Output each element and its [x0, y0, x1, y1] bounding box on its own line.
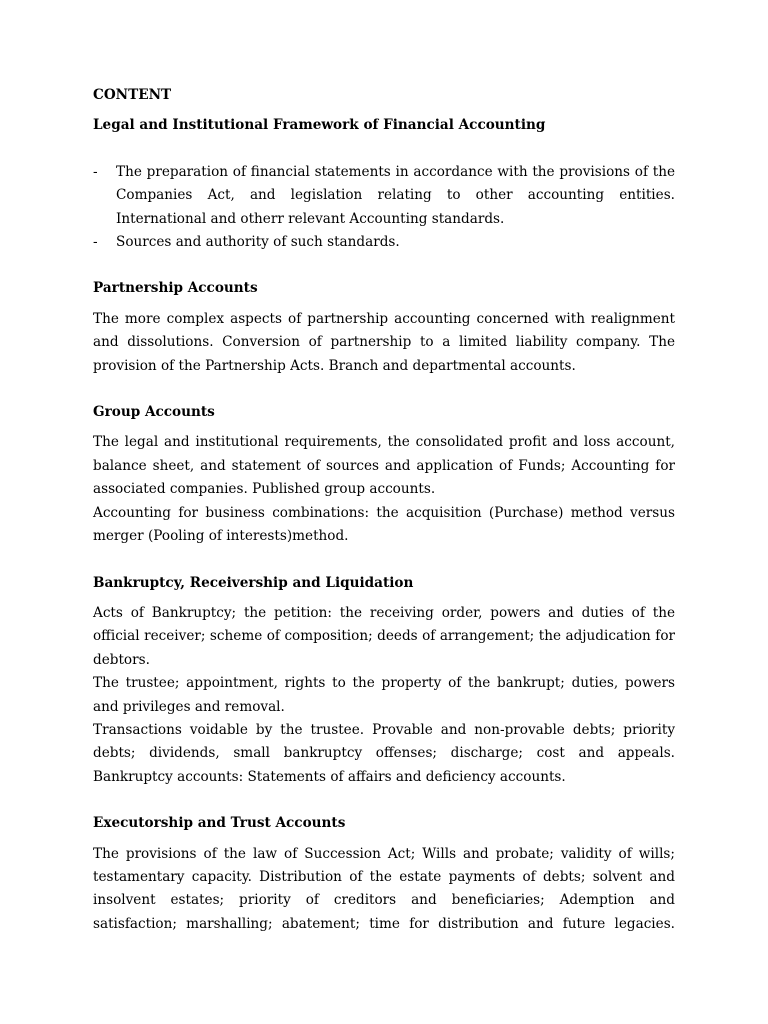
section-bankruptcy [93, 572, 675, 790]
section-paragraph: Transactions voidable by the trustee. Provable and non-provable debts; priority debts; dividends, small bankruptcy offenses; discharge; cost and appeals. Bankruptcy accounts: Statements of affairs and deficiency accounts. [93, 721, 675, 785]
section-paragraph: Accounting for business combinations: the acquisition (Purchase) method versus merger (Pooling of interests)method. [93, 504, 675, 545]
section-paragraph: Acts of Bankruptcy; the petition: the receiving order, powers and duties of the official receiver; scheme of composition; deeds of arrangement; the adjudication for debtors. [93, 604, 675, 668]
section-partnership-accounts [93, 277, 675, 378]
section-title: Group Accounts [93, 404, 215, 421]
framework-bullet-list [93, 161, 675, 255]
section-paragraph: The trustee; appointment, rights to the property of the bankrupt; duties, powers and privileges and removal. [93, 675, 675, 715]
section-group-accounts [93, 401, 675, 548]
bullet-dash: - [93, 234, 98, 251]
bullet-text: The preparation of financial statements in accordance with the provisions of the Companies Act, and legislation relating to other accounting entities. International and otherr relevant Accounting standards. [116, 163, 675, 227]
content-label: CONTENT [93, 87, 172, 103]
section-executorship-trust [93, 812, 675, 936]
list-item [93, 231, 675, 254]
bullet-text: Sources and authority of such standards. [116, 234, 400, 251]
section-paragraph: The legal and institutional requirements, the consolidated profit and loss account, balance sheet, and statement of sources and application of Funds; Accounting for associated companies. Published group accounts. [93, 434, 675, 498]
list-item [93, 161, 675, 231]
section-title: Bankruptcy, Receivership and Liquidation [93, 574, 414, 591]
section-paragraph: The more complex aspects of partnership accounting concerned with realignment and dissolutions. Conversion of partnership to a limited liability company. The provision of the Partnership Acts. Branch and departmental accounts. [93, 310, 675, 374]
main-title: Legal and Institutional Framework of Financial Accounting [93, 117, 546, 134]
section-title: Executorship and Trust Accounts [93, 815, 346, 832]
document-page [93, 84, 675, 959]
section-title: Partnership Accounts [93, 280, 258, 297]
section-paragraph: The provisions of the law of Succession Act; Wills and probate; validity of wills; testamentary capacity. Distribution of the estate payments of debts; solvent and insolvent estates; priority of creditors and beneficiaries; Ademption and satisfaction; marshalling; abatement; time for distribution and future legacies. [93, 845, 675, 932]
bullet-dash: - [93, 163, 98, 180]
